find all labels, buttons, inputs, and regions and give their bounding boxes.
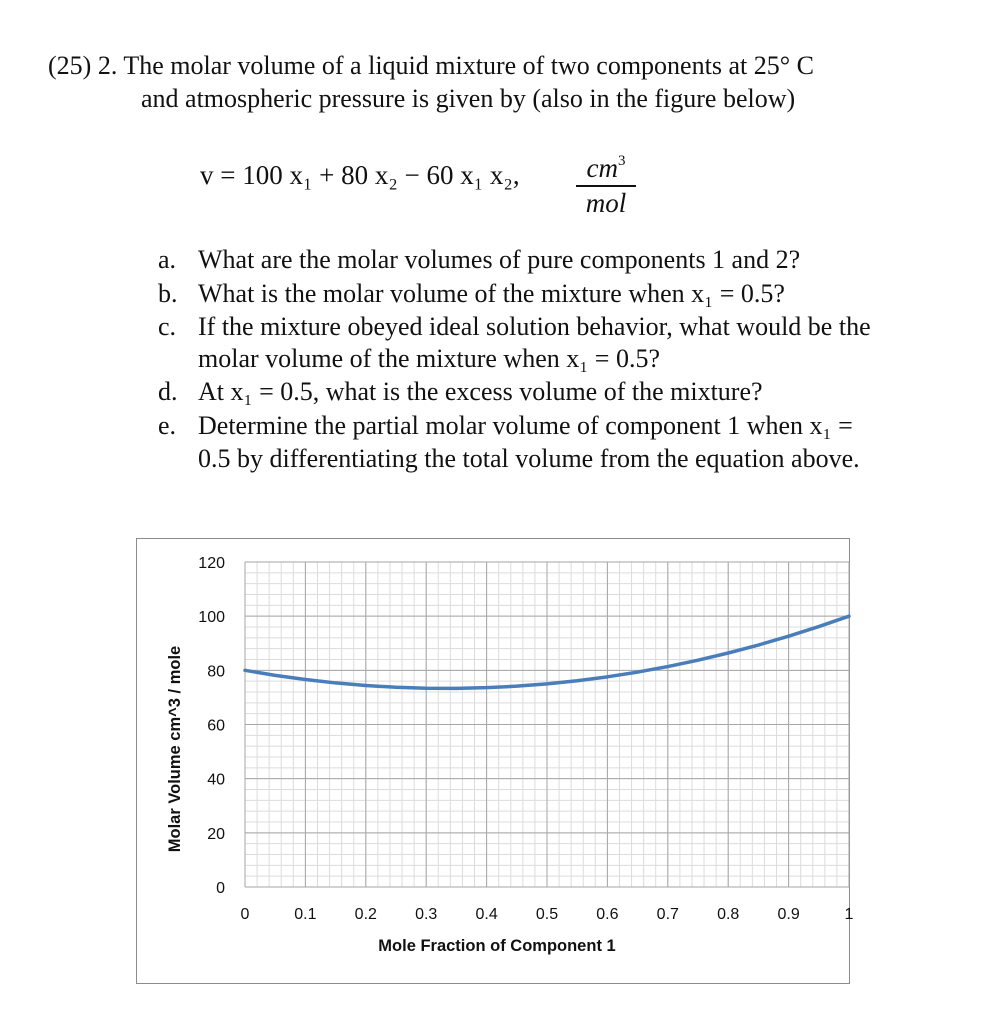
- molar-volume-chart: [137, 539, 854, 983]
- y-tick-label: 100: [198, 609, 225, 627]
- x-tick-label: 0.7: [656, 906, 679, 923]
- x-tick-label: 0.5: [535, 906, 559, 923]
- question-text: 0.5 by differentiating the total volume from the equation above.: [198, 444, 860, 473]
- question-text: What is the molar volume of the mixture when x₁ = 0.5?: [198, 279, 785, 308]
- x-tick-label: 0.6: [596, 906, 619, 923]
- units-numerator: cm: [586, 153, 618, 183]
- equation-lhs: v = 100 x₁ + 80 x₂ − 60 x₁ x₂,: [200, 160, 520, 190]
- equation-units: [576, 146, 636, 219]
- x-tick-label: 0.1: [294, 906, 317, 923]
- units-exponent: 3: [617, 153, 626, 169]
- question-text: At x₁ = 0.5, what is the excess volume of the mixture?: [198, 377, 763, 406]
- x-tick-label: 0: [240, 906, 250, 923]
- question-label: c.: [158, 312, 177, 341]
- x-tick-label: 0.9: [777, 906, 800, 923]
- y-axis-label: Molar Volume cm^3 / mole: [166, 645, 184, 853]
- question-text: molar volume of the mixture when x₁ = 0.5?: [198, 344, 661, 373]
- question-label: e.: [158, 411, 177, 440]
- question-label: d.: [158, 377, 178, 406]
- question-label: b.: [158, 279, 178, 308]
- problem-header-line2: and atmospheric pressure is given by (also in the figure below): [141, 84, 796, 113]
- question-label: a.: [158, 245, 177, 274]
- x-tick-label: 1: [844, 906, 854, 923]
- y-tick-label: 40: [207, 771, 225, 789]
- x-axis-label: Mole Fraction of Component 1: [378, 937, 616, 955]
- x-tick-label: 0.3: [415, 906, 438, 923]
- y-tick-label: 80: [207, 663, 225, 681]
- question-text: What are the molar volumes of pure components 1 and 2?: [198, 245, 801, 274]
- y-tick-label: 20: [207, 825, 225, 843]
- chart-frame: [136, 538, 854, 984]
- x-tick-label: 0.8: [717, 906, 740, 923]
- y-tick-label: 120: [198, 555, 225, 572]
- y-tick-label: 0: [216, 880, 225, 897]
- x-tick-label: 0.2: [354, 906, 377, 923]
- question-text: Determine the partial molar volume of component 1 when x₁ =: [198, 411, 853, 440]
- problem-header-line1: (25) 2. The molar volume of a liquid mixture of two components at 25° C: [48, 51, 814, 80]
- x-tick-label: 0.4: [475, 906, 498, 923]
- question-text: If the mixture obeyed ideal solution behavior, what would be the: [198, 312, 871, 341]
- y-tick-label: 60: [207, 717, 225, 735]
- units-denominator: mol: [585, 187, 627, 218]
